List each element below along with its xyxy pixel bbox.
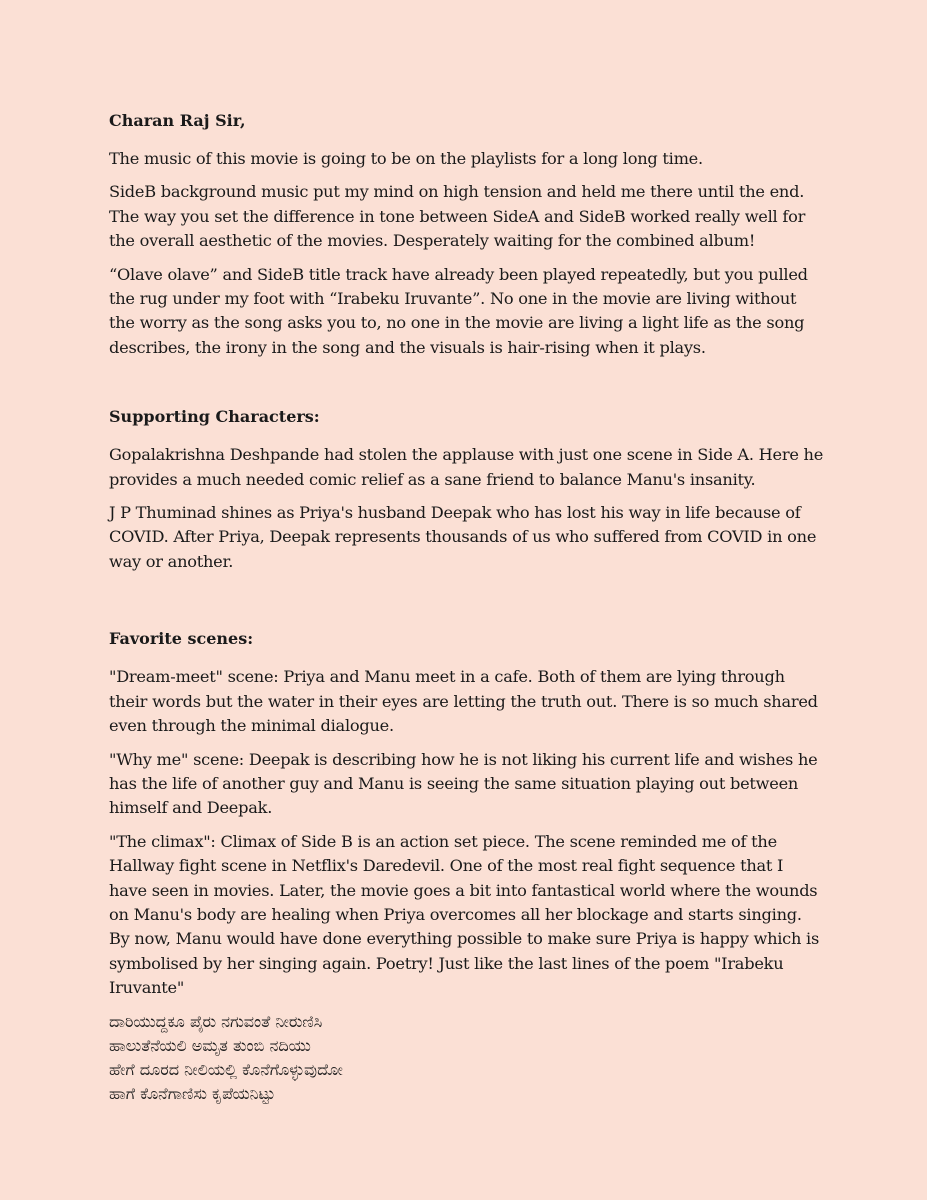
paragraph: "The climax": Climax of Side B is an action set piece. The scene reminded me of the Hallway fight scene in Netflix's Daredevil. One of the most real fight sequence that I have seen in movies. Later, the movie goes a bit into fantastical world where the wounds on Manu's body are healing when Priya overcomes all her blockage and starts singing. By now, Manu would have done everything possible to make sure Priya is happy which is symbolised by her singing again. Poetry! Just like the last lines of the poem "Irabeku Iruvante"	[109, 831, 820, 998]
paragraph: "Why me" scene: Deepak is describing how he is not liking his current life and wishes he has the life of another guy and Manu is seeing the same situation playing out between himself and Deepak.	[109, 749, 818, 818]
section-spacer	[109, 369, 825, 405]
section-spacer	[109, 583, 825, 627]
poem-line: ದಾರಿಯುದ್ದಕೂ ಪೈರು ನಗುವಂತೆ ನೀರುಣಿಸಿ	[109, 1011, 323, 1031]
poem-line: ಹಾಲುತೆನೆಯಲಿ ಅಮೃತ ತುಂಬಿ ನದಿಯು	[109, 1035, 311, 1055]
section-heading-supporting: Supporting Characters:	[109, 407, 320, 427]
poem-line: ಹಾಗೆ ಕೊನೆಗಾಣಿಸು ಕೃಪೆಯನಿಟ್ಟು	[109, 1083, 276, 1103]
paragraph: SideB background music put my mind on high tension and held me there until the end. The way you set the difference in tone between SideA and SideB worked really well for the overall aesthetic of the movies. Desperately waiting for the combined album!	[109, 182, 806, 251]
paragraph: “Olave olave” and SideB title track have already been played repeatedly, but you pulled the rug under my foot with “Irabeku Iruvante”. No one in the movie are living without the worry as the song asks you to, no one in the movie are living a light life as the song describes, the irony in the song and the visuals is hair-rising when it plays.	[109, 264, 808, 357]
paragraph: Gopalakrishna Deshpande had stolen the applause with just one scene in Side A. Here he provides a much needed comic relief as a sane friend to balance Manu's insanity.	[109, 445, 824, 489]
salutation: Charan Raj Sir,	[109, 111, 246, 130]
poem-line: ಹೇಗೆ ದೂರದ ನೀಲಿಯಲ್ಲಿ ಕೊನೆಗೊಳ್ಳುವುದೋ	[109, 1059, 343, 1079]
paragraph: The music of this movie is going to be on the playlists for a long long time.	[109, 149, 703, 168]
poem-block	[109, 1010, 825, 1106]
section-heading-favorites: Favorite scenes:	[109, 629, 254, 649]
paragraph: "Dream-meet" scene: Priya and Manu meet in a cafe. Both of them are lying through their words but the water in their eyes are letting the truth out. There is so much shared even through the minimal dialogue.	[109, 667, 818, 736]
document-page	[109, 109, 825, 1106]
paragraph: J P Thuminad shines as Priya's husband Deepak who has lost his way in life because of COVID. After Priya, Deepak represents thousands of us who suffered from COVID in one way or another.	[109, 503, 817, 571]
